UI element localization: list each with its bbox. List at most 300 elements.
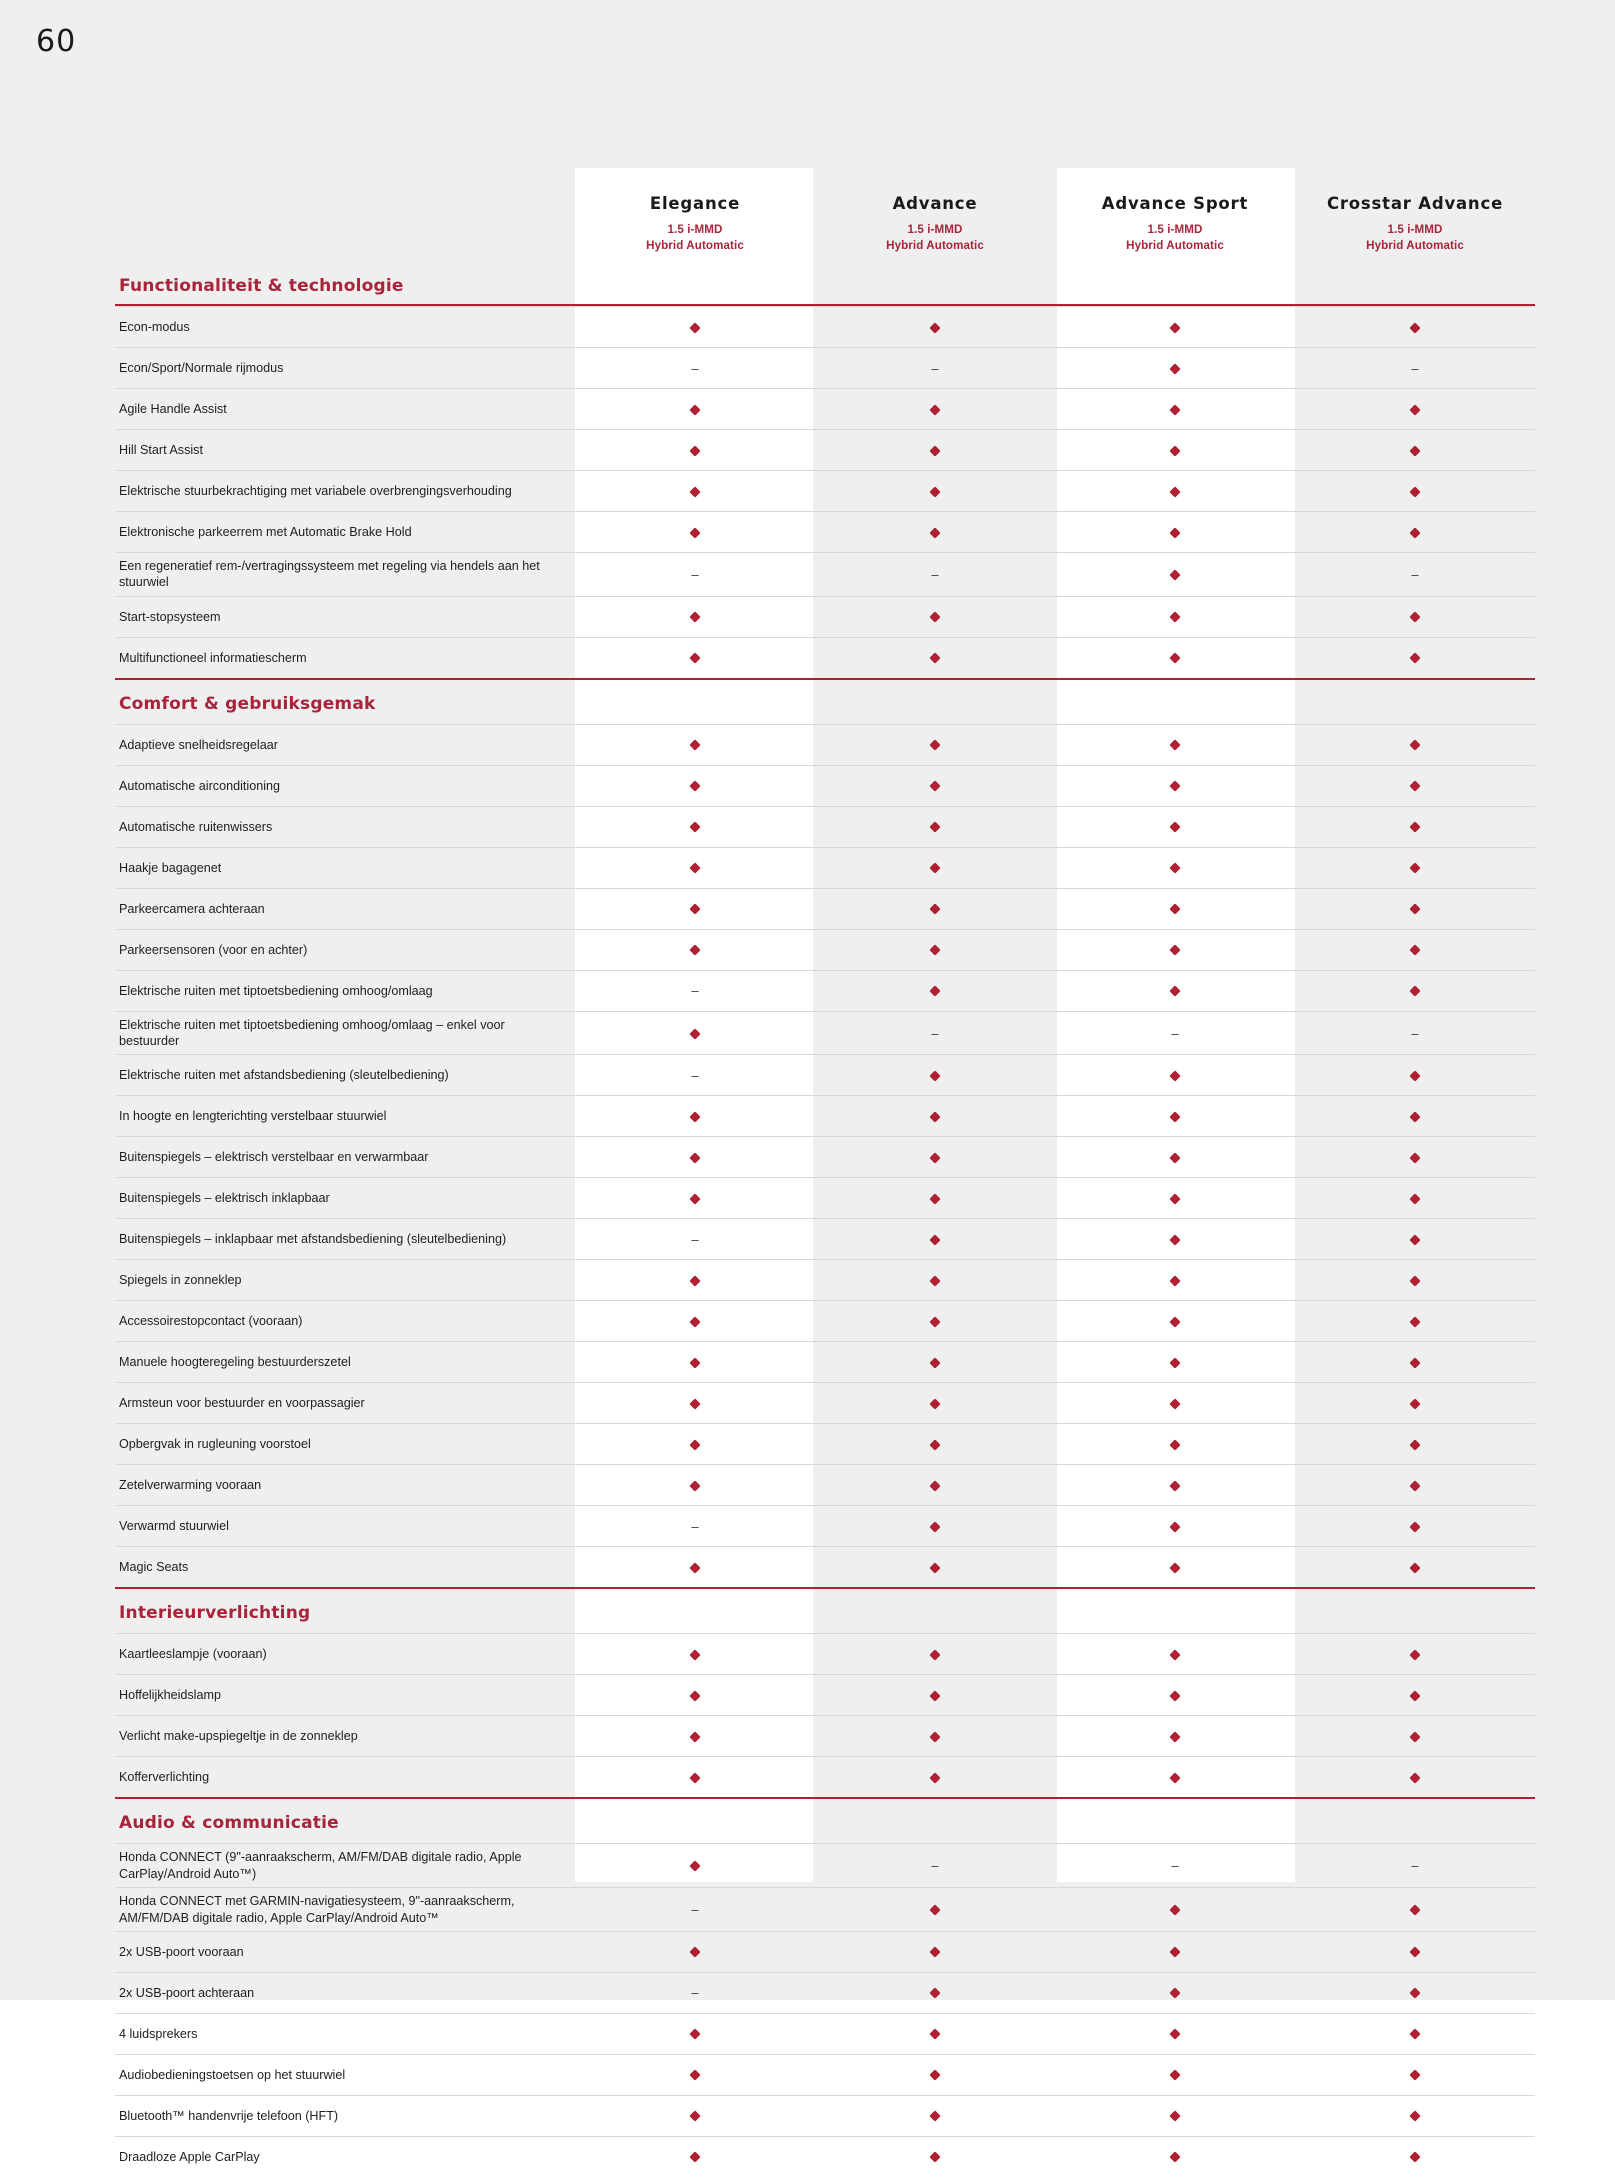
feature-value-3 [1295, 1055, 1535, 1096]
variant-sub1-2: 1.5 i-MMD [1147, 223, 1203, 236]
included-diamond-icon [929, 1234, 940, 1245]
feature-value-0 [575, 430, 815, 471]
feature-value-2 [1055, 1506, 1295, 1547]
included-diamond-icon [689, 1649, 700, 1660]
variant-sub2-2: Hybrid Automatic [1126, 238, 1224, 252]
included-diamond-icon [929, 612, 940, 623]
feature-value-3 [1295, 637, 1535, 679]
feature-label: Hill Start Assist [115, 430, 575, 471]
feature-value-3 [1295, 1219, 1535, 1260]
feature-value-2 [1055, 596, 1295, 637]
feature-value-2 [1055, 430, 1295, 471]
feature-value-2 [1055, 1301, 1295, 1342]
feature-value-3 [1295, 1301, 1535, 1342]
feature-value-1 [815, 596, 1055, 637]
not-included-dash-icon: – [691, 1067, 699, 1083]
feature-value-3 [1295, 2054, 1535, 2095]
feature-value-0 [575, 765, 815, 806]
included-diamond-icon [1169, 1947, 1180, 1958]
included-diamond-icon [1169, 612, 1180, 623]
feature-value-3 [1295, 1011, 1535, 1055]
feature-label: Kaartleeslampje (vooraan) [115, 1634, 575, 1675]
table-row [115, 596, 1535, 637]
feature-value-3 [1295, 1634, 1535, 1675]
feature-value-2 [1055, 1055, 1295, 1096]
included-diamond-icon [1169, 1904, 1180, 1915]
included-diamond-icon [689, 2111, 700, 2122]
feature-label: Magic Seats [115, 1547, 575, 1589]
included-diamond-icon [1409, 2152, 1420, 2163]
included-diamond-icon [689, 527, 700, 538]
included-diamond-icon [1409, 527, 1420, 538]
included-diamond-icon [1409, 1521, 1420, 1532]
included-diamond-icon [1409, 1070, 1420, 1081]
variant-sub2-3: Hybrid Automatic [1366, 238, 1464, 252]
included-diamond-icon [689, 945, 700, 956]
included-diamond-icon [1169, 1316, 1180, 1327]
included-diamond-icon [1169, 1234, 1180, 1245]
feature-value-1 [815, 1137, 1055, 1178]
not-included-dash-icon: – [691, 1231, 699, 1247]
feature-value-1 [815, 2136, 1055, 2177]
section-spacer-cell [815, 1798, 1055, 1844]
included-diamond-icon [1409, 1316, 1420, 1327]
feature-value-1 [815, 1260, 1055, 1301]
table-row [115, 1675, 1535, 1716]
included-diamond-icon [929, 1193, 940, 1204]
feature-label: Honda CONNECT met GARMIN-navigatiesysteem, 9"-aanraakscherm, AM/FM/DAB digitale radio, Apple CarPlay/Android Auto™ [115, 1888, 575, 1932]
not-included-dash-icon: – [1171, 1025, 1179, 1041]
included-diamond-icon [1409, 822, 1420, 833]
section-spacer-cell [1295, 679, 1535, 725]
feature-label: Hoffelijkheidslamp [115, 1675, 575, 1716]
feature-value-3 [1295, 1137, 1535, 1178]
feature-value-2 [1055, 2095, 1295, 2136]
included-diamond-icon [929, 527, 940, 538]
table-row [115, 1383, 1535, 1424]
section-title: Comfort & gebruiksgemak [115, 679, 575, 725]
feature-value-3 [1295, 1757, 1535, 1799]
included-diamond-icon [1409, 781, 1420, 792]
included-diamond-icon [929, 2070, 940, 2081]
section-title: Audio & communicatie [115, 1798, 575, 1844]
not-included-dash-icon: – [931, 1025, 939, 1041]
feature-value-2 [1055, 1011, 1295, 1055]
feature-label: Spiegels in zonneklep [115, 1260, 575, 1301]
feature-value-3 [1295, 2013, 1535, 2054]
feature-label: Buitenspiegels – inklapbaar met afstandsbediening (sleutelbediening) [115, 1219, 575, 1260]
feature-value-0 [575, 1178, 815, 1219]
table-row [115, 637, 1535, 679]
feature-value-3 [1295, 389, 1535, 430]
feature-value-1 [815, 1931, 1055, 1972]
included-diamond-icon [689, 2152, 700, 2163]
feature-value-3 [1295, 512, 1535, 553]
feature-value-1 [815, 1844, 1055, 1888]
included-diamond-icon [1169, 1649, 1180, 1660]
feature-label: Multifunctioneel informatiescherm [115, 637, 575, 679]
included-diamond-icon [1169, 945, 1180, 956]
included-diamond-icon [1169, 1988, 1180, 1999]
included-diamond-icon [929, 740, 940, 751]
included-diamond-icon [1409, 945, 1420, 956]
not-included-dash-icon: – [1411, 1858, 1419, 1874]
feature-value-0 [575, 724, 815, 765]
not-included-dash-icon: – [691, 566, 699, 582]
feature-value-0 [575, 1342, 815, 1383]
section-heading-row [115, 1588, 1535, 1634]
included-diamond-icon [1409, 653, 1420, 664]
feature-label: Bluetooth™ handenvrije telefoon (HFT) [115, 2095, 575, 2136]
feature-label: Haakje bagagenet [115, 847, 575, 888]
feature-value-3 [1295, 929, 1535, 970]
feature-value-3 [1295, 1888, 1535, 1932]
feature-value-0 [575, 348, 815, 389]
section-spacer-cell [815, 679, 1055, 725]
feature-value-1 [815, 1424, 1055, 1465]
not-included-dash-icon: – [691, 983, 699, 999]
included-diamond-icon [929, 653, 940, 664]
included-diamond-icon [929, 1111, 940, 1122]
included-diamond-icon [929, 1316, 940, 1327]
feature-label: In hoogte en lengterichting verstelbaar stuurwiel [115, 1096, 575, 1137]
included-diamond-icon [689, 322, 700, 333]
feature-value-0 [575, 512, 815, 553]
feature-value-1 [815, 512, 1055, 553]
included-diamond-icon [1169, 1193, 1180, 1204]
included-diamond-icon [1409, 2029, 1420, 2040]
feature-value-0 [575, 1260, 815, 1301]
feature-label: 4 luidsprekers [115, 2013, 575, 2054]
included-diamond-icon [929, 1562, 940, 1573]
feature-value-1 [815, 1888, 1055, 1932]
table-row [115, 1178, 1535, 1219]
table-row [115, 765, 1535, 806]
feature-label: Een regeneratief rem-/vertragingssysteem met regeling via hendels aan het stuurwiel [115, 553, 575, 597]
included-diamond-icon [1169, 1562, 1180, 1573]
feature-value-1 [815, 888, 1055, 929]
included-diamond-icon [1409, 1275, 1420, 1286]
feature-value-0 [575, 307, 815, 348]
feature-label: Armsteun voor bestuurder en voorpassagier [115, 1383, 575, 1424]
included-diamond-icon [1409, 1398, 1420, 1409]
feature-value-0 [575, 1506, 815, 1547]
feature-value-0 [575, 1931, 815, 1972]
feature-value-3 [1295, 1465, 1535, 1506]
feature-value-2 [1055, 1465, 1295, 1506]
feature-value-2 [1055, 2054, 1295, 2095]
feature-value-3 [1295, 1506, 1535, 1547]
included-diamond-icon [929, 1904, 940, 1915]
feature-value-0 [575, 1011, 815, 1055]
section-title: Interieurverlichting [115, 1588, 575, 1634]
feature-value-0 [575, 2095, 815, 2136]
feature-value-3 [1295, 806, 1535, 847]
included-diamond-icon [1169, 1521, 1180, 1532]
feature-value-2 [1055, 806, 1295, 847]
feature-value-1 [815, 765, 1055, 806]
variant-sub2-0: Hybrid Automatic [646, 238, 744, 252]
feature-value-2 [1055, 307, 1295, 348]
feature-value-0 [575, 2013, 815, 2054]
table-row [115, 1342, 1535, 1383]
feature-value-2 [1055, 1844, 1295, 1888]
variant-header-1 [815, 168, 1055, 305]
feature-value-1 [815, 929, 1055, 970]
table-row [115, 2136, 1535, 2177]
included-diamond-icon [1409, 1772, 1420, 1783]
included-diamond-icon [1409, 1947, 1420, 1958]
feature-value-0 [575, 1634, 815, 1675]
feature-value-3 [1295, 2095, 1535, 2136]
not-included-dash-icon: – [691, 1902, 699, 1918]
feature-value-2 [1055, 348, 1295, 389]
feature-value-0 [575, 806, 815, 847]
included-diamond-icon [929, 2029, 940, 2040]
feature-value-0 [575, 1096, 815, 1137]
included-diamond-icon [689, 1861, 700, 1872]
feature-value-1 [815, 1011, 1055, 1055]
table-row [115, 1137, 1535, 1178]
feature-label: Zetelverwarming vooraan [115, 1465, 575, 1506]
feature-label: Econ/Sport/Normale rijmodus [115, 348, 575, 389]
feature-value-0 [575, 1055, 815, 1096]
feature-label: Draadloze Apple CarPlay [115, 2136, 575, 2177]
feature-label: Automatische airconditioning [115, 765, 575, 806]
included-diamond-icon [1169, 527, 1180, 538]
included-diamond-icon [929, 863, 940, 874]
feature-value-2 [1055, 1342, 1295, 1383]
included-diamond-icon [1409, 2111, 1420, 2122]
feature-value-1 [815, 1055, 1055, 1096]
feature-label: Adaptieve snelheidsregelaar [115, 724, 575, 765]
included-diamond-icon [1409, 1690, 1420, 1701]
table-row [115, 2054, 1535, 2095]
page-number: 60 [36, 24, 77, 59]
feature-label: Accessoirestopcontact (vooraan) [115, 1301, 575, 1342]
feature-label: Kofferverlichting [115, 1757, 575, 1799]
not-included-dash-icon: – [1411, 360, 1419, 376]
feature-value-2 [1055, 1219, 1295, 1260]
included-diamond-icon [929, 404, 940, 415]
included-diamond-icon [1409, 2070, 1420, 2081]
table-row [115, 348, 1535, 389]
section-spacer-cell [1295, 1588, 1535, 1634]
feature-value-0 [575, 637, 815, 679]
included-diamond-icon [1409, 404, 1420, 415]
feature-value-1 [815, 2054, 1055, 2095]
included-diamond-icon [929, 1357, 940, 1368]
included-diamond-icon [1409, 612, 1420, 623]
feature-label: Buitenspiegels – elektrisch verstelbaar en verwarmbaar [115, 1137, 575, 1178]
feature-value-3 [1295, 1342, 1535, 1383]
variant-sub1-1: 1.5 i-MMD [907, 223, 963, 236]
not-included-dash-icon: – [1411, 566, 1419, 582]
feature-value-3 [1295, 307, 1535, 348]
feature-value-0 [575, 2136, 815, 2177]
feature-value-2 [1055, 1137, 1295, 1178]
feature-label: Honda CONNECT (9"-aanraakscherm, AM/FM/DAB digitale radio, Apple CarPlay/Android Auto™) [115, 1844, 575, 1888]
included-diamond-icon [689, 1480, 700, 1491]
feature-value-2 [1055, 847, 1295, 888]
feature-value-1 [815, 1716, 1055, 1757]
feature-value-0 [575, 553, 815, 597]
variant-name-3: Crosstar Advance [1326, 194, 1504, 213]
table-row [115, 1716, 1535, 1757]
feature-value-3 [1295, 2136, 1535, 2177]
feature-label: Econ-modus [115, 307, 575, 348]
feature-value-2 [1055, 553, 1295, 597]
feature-value-3 [1295, 1260, 1535, 1301]
included-diamond-icon [1169, 2111, 1180, 2122]
included-diamond-icon [689, 1690, 700, 1701]
feature-label: Verwarmd stuurwiel [115, 1506, 575, 1547]
included-diamond-icon [929, 2152, 940, 2163]
included-diamond-icon [1169, 404, 1180, 415]
feature-label: 2x USB-poort achteraan [115, 1972, 575, 2013]
feature-value-3 [1295, 888, 1535, 929]
feature-value-0 [575, 471, 815, 512]
table-row [115, 929, 1535, 970]
included-diamond-icon [1169, 2029, 1180, 2040]
feature-value-1 [815, 307, 1055, 348]
table-row [115, 1547, 1535, 1589]
table-row [115, 806, 1535, 847]
feature-value-2 [1055, 2136, 1295, 2177]
not-included-dash-icon: – [691, 1985, 699, 2001]
feature-value-1 [815, 2013, 1055, 2054]
included-diamond-icon [929, 945, 940, 956]
variant-sub1-3: 1.5 i-MMD [1387, 223, 1443, 236]
included-diamond-icon [1169, 1480, 1180, 1491]
feature-value-3 [1295, 553, 1535, 597]
section-spacer-cell [575, 679, 815, 725]
table-row [115, 307, 1535, 348]
not-included-dash-icon: – [1411, 1025, 1419, 1041]
table-row [115, 1301, 1535, 1342]
feature-value-0 [575, 1301, 815, 1342]
included-diamond-icon [929, 1398, 940, 1409]
feature-label: Automatische ruitenwissers [115, 806, 575, 847]
feature-label: Elektrische ruiten met tiptoetsbediening omhoog/omlaag – enkel voor bestuurder [115, 1011, 575, 1055]
header-first-section-title [115, 168, 575, 305]
feature-value-0 [575, 1424, 815, 1465]
included-diamond-icon [929, 2111, 940, 2122]
feature-value-2 [1055, 888, 1295, 929]
section-spacer-cell [1295, 1798, 1535, 1844]
included-diamond-icon [1169, 1690, 1180, 1701]
included-diamond-icon [689, 2070, 700, 2081]
included-diamond-icon [1409, 863, 1420, 874]
feature-value-3 [1295, 1716, 1535, 1757]
not-included-dash-icon: – [931, 566, 939, 582]
feature-value-2 [1055, 765, 1295, 806]
table-row [115, 888, 1535, 929]
table-row [115, 430, 1535, 471]
section-spacer-cell [1055, 1588, 1295, 1634]
feature-value-3 [1295, 1972, 1535, 2013]
feature-label: Elektronische parkeerrem met Automatic Brake Hold [115, 512, 575, 553]
feature-value-0 [575, 1888, 815, 1932]
feature-value-0 [575, 2054, 815, 2095]
variant-name-2: Advance Sport [1101, 194, 1249, 213]
included-diamond-icon [929, 822, 940, 833]
included-diamond-icon [689, 1316, 700, 1327]
section-title-0: Functionaliteit & technologie [119, 276, 404, 296]
included-diamond-icon [689, 404, 700, 415]
feature-value-2 [1055, 471, 1295, 512]
feature-value-1 [815, 348, 1055, 389]
included-diamond-icon [1169, 904, 1180, 915]
included-diamond-icon [929, 1480, 940, 1491]
feature-label: Start-stopsysteem [115, 596, 575, 637]
table-row [115, 553, 1535, 597]
table-row [115, 1506, 1535, 1547]
included-diamond-icon [929, 1521, 940, 1532]
feature-value-0 [575, 389, 815, 430]
feature-value-1 [815, 1219, 1055, 1260]
included-diamond-icon [1169, 2070, 1180, 2081]
included-diamond-icon [1409, 1731, 1420, 1742]
included-diamond-icon [1409, 1904, 1420, 1915]
table-row [115, 1096, 1535, 1137]
feature-label: Verlicht make-upspiegeltje in de zonneklep [115, 1716, 575, 1757]
included-diamond-icon [1409, 445, 1420, 456]
feature-value-1 [815, 1757, 1055, 1799]
included-diamond-icon [689, 1731, 700, 1742]
included-diamond-icon [689, 653, 700, 664]
table-row [115, 1011, 1535, 1055]
feature-label: Elektrische stuurbekrachtiging met variabele overbrengingsverhouding [115, 471, 575, 512]
table-row [115, 724, 1535, 765]
not-included-dash-icon: – [691, 360, 699, 376]
included-diamond-icon [1169, 1070, 1180, 1081]
feature-value-2 [1055, 1383, 1295, 1424]
table-row [115, 970, 1535, 1011]
feature-value-3 [1295, 1178, 1535, 1219]
feature-value-0 [575, 1465, 815, 1506]
table-row [115, 847, 1535, 888]
feature-value-1 [815, 430, 1055, 471]
feature-label: Buitenspiegels – elektrisch inklapbaar [115, 1178, 575, 1219]
table-row [115, 1219, 1535, 1260]
table-row [115, 1260, 1535, 1301]
included-diamond-icon [929, 986, 940, 997]
table-row [115, 1634, 1535, 1675]
included-diamond-icon [929, 1275, 940, 1286]
feature-value-0 [575, 1383, 815, 1424]
section-spacer-cell [575, 1588, 815, 1634]
table-row [115, 2013, 1535, 2054]
feature-value-3 [1295, 1547, 1535, 1589]
included-diamond-icon [1169, 363, 1180, 374]
feature-value-3 [1295, 724, 1535, 765]
feature-value-3 [1295, 596, 1535, 637]
not-included-dash-icon: – [691, 1518, 699, 1534]
feature-value-0 [575, 1547, 815, 1589]
included-diamond-icon [1169, 863, 1180, 874]
included-diamond-icon [689, 1028, 700, 1039]
feature-value-3 [1295, 1844, 1535, 1888]
included-diamond-icon [929, 322, 940, 333]
table-row [115, 1424, 1535, 1465]
feature-value-0 [575, 1716, 815, 1757]
feature-value-3 [1295, 847, 1535, 888]
table-row [115, 1844, 1535, 1888]
feature-value-2 [1055, 929, 1295, 970]
feature-value-2 [1055, 637, 1295, 679]
included-diamond-icon [689, 740, 700, 751]
